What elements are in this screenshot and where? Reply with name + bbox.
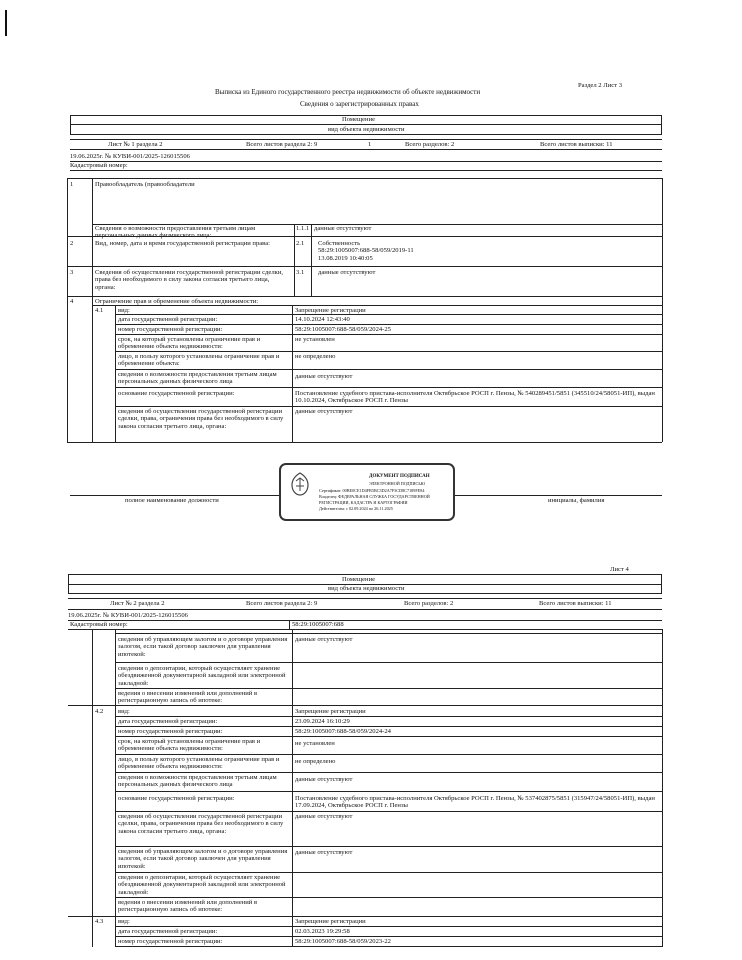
cont-depository-label: сведения о депозитарии, который осуществляет хранение обездвиженной документарной закладной или электронной закладной: (118, 665, 286, 687)
enc-4-1-basis-label: основание государственной регистрации: (118, 390, 235, 397)
sheet-index: 1 (368, 141, 372, 148)
extract-sheets-total: Всего листов выписки: 11 (540, 141, 613, 148)
right-registration-value: Собственность 58:29:1005007:688-58/059/2019-11 13.08.2019 10:40:05 (318, 240, 414, 262)
deal-without-consent-label: Сведения об осуществлении государственной регистрации сделки, права без необходимого в силу закона согласия третьего лица, органа: (95, 269, 284, 291)
cont-pledge-manager-value: данные отсутствуют (295, 636, 353, 643)
right-registration-label: Вид, номер, дата и время государственной регистрации права: (95, 240, 270, 247)
enc-4-2-type-label: вид: (118, 708, 130, 715)
enc-4-1-number-label: номер государственной регистрации: (118, 326, 223, 333)
object-type-label: вид объекта недвижимости (328, 126, 405, 133)
enc-4-1-term-label: срок, на который установлены ограничение прав и обременение объекта недвижимости: (118, 336, 261, 351)
footer-name-label: инициалы, фамилия (548, 497, 605, 504)
enc-4-2-depository-label: сведения о депозитарии, который осуществляет хранение обездвиженной документарной закладной или электронной закладной: (118, 874, 286, 896)
enc-4-3-type-label: вид: (118, 918, 130, 925)
cont-pledge-manager-label: сведения об управляющем залогом и о договоре управления залогом, если такой договор заключен для управления ипотекой: (118, 636, 288, 658)
encumbrance-4-2-number: 4.2 (95, 708, 104, 715)
sections-total-2: Всего разделов: 2 (404, 600, 454, 607)
scan-mark (5, 10, 7, 36)
enc-4-1-type-value: Запрещение регистрации (295, 307, 366, 314)
enc-4-2-term-value: не установлен (295, 740, 335, 747)
enc-4-3-type-value: Запрещение регистрации (295, 918, 366, 925)
enc-4-3-number-label: номер государственной регистрации: (118, 938, 223, 945)
enc-4-2-number-label: номер государственной регистрации: (118, 728, 223, 735)
enc-4-2-beneficiary-label: лицо, в пользу которого установлены ограничение прав и обременение объекта недвижимости: (118, 756, 280, 771)
enc-4-1-consent-value: данные отсутствуют (295, 408, 353, 415)
enc-4-1-date-label: дата государственной регистрации: (118, 316, 218, 323)
encumbrance-label: Ограничение прав и обременение объекта недвижимости: (95, 298, 259, 305)
document-subtitle: Сведения о зарегистрированных правах (300, 100, 419, 108)
enc-4-2-third-party-label: сведения о возможности предоставления третьим лицам персональных данных физического лица (118, 774, 277, 789)
deal-without-consent-value: данные отсутствуют (318, 269, 376, 276)
encumbrance-4-1-number: 4.1 (95, 307, 104, 314)
row-4-number: 4 (70, 298, 74, 305)
enc-4-2-date-value: 23.09.2024 16:10:29 (295, 718, 350, 725)
enc-4-1-third-party-value: данные отсутствуют (295, 373, 353, 380)
enc-4-1-consent-label: сведения об осуществлении государственной регистрации сделки, права, ограничения права без необходимого в силу закона согласия третьего лица, органа: (118, 408, 284, 430)
stamp-line-1: ДОКУМЕНТ ПОДПИСАН (369, 474, 430, 479)
row-3-number: 3 (70, 269, 74, 276)
enc-4-2-pledge-manager-value: данные отсутствуют (295, 849, 353, 856)
row-2-1-number: 2.1 (296, 240, 305, 247)
object-type: Помещение (342, 116, 376, 123)
enc-4-2-basis-value: Постановление судебного пристава-исполнителя Октябрьское РОСП г. Пензы, № 537402875/5851 (315947/24/58051-ИП), выдан 17.09.2024, Октябрьское РОСП г. Пензы (295, 795, 655, 810)
emblem-icon (289, 471, 311, 497)
enc-4-2-number-value: 58:29:1005007:688-58/059/2024-24 (295, 728, 391, 735)
request-reference: 19.06.2025г. № КУВИ-001/2025-126015506 (70, 153, 190, 160)
stamp-line-2: ЭЛЕКТРОННОЙ ПОДПИСЬЮ (369, 481, 426, 486)
enc-4-2-type-value: Запрещение регистрации (295, 708, 366, 715)
cadastral-number: 58:29:1005007:688 (292, 621, 344, 628)
object-type-2: Помещение (342, 576, 376, 583)
enc-4-1-third-party-label: сведения о возможности предоставления третьим лицам персональных данных физического лица (118, 371, 277, 386)
row-1-1-1-number: 1.1.1 (296, 225, 310, 232)
sections-total: Всего разделов: 2 (405, 141, 455, 148)
enc-4-2-consent-value: данные отсутствуют (295, 813, 353, 820)
section-sheets-total: Всего листов раздела 2: 9 (246, 141, 318, 148)
enc-4-2-date-label: дата государственной регистрации: (118, 718, 218, 725)
electronic-signature-stamp (279, 463, 455, 521)
stamp-line-3: Сертификат: 00ВЕ0CE1D4FB5BC3D2A7F3CD8C7189FE84 (319, 488, 425, 493)
row-2-number: 2 (70, 240, 74, 247)
document-title: Выписка из Единого государственного реестра недвижимости об объекте недвижимости (215, 88, 481, 96)
enc-4-2-third-party-value: данные отсутствуют (295, 776, 353, 783)
enc-4-2-consent-label: сведения об осуществлении государственной регистрации сделки, права, ограничения права без необходимого в силу закона согласия третьего лица, органа: (118, 813, 284, 835)
request-reference-2: 19.06.2025г. № КУВИ-001/2025-126015506 (68, 612, 188, 619)
encumbrance-4-3-number: 4.3 (95, 918, 104, 925)
third-party-data-label: Сведения о возможности предоставления третьим лицам персональных данных физического лица: (95, 225, 256, 240)
section-sheets-total-2: Всего листов раздела 2: 9 (246, 600, 318, 607)
row-3-1-number: 3.1 (296, 269, 305, 276)
enc-4-2-beneficiary-value: не определено (295, 758, 336, 765)
enc-4-1-beneficiary-value: не определено (295, 353, 336, 360)
enc-4-3-date-label: дата государственной регистрации: (118, 928, 218, 935)
extract-sheets-total-2: Всего листов выписки: 11 (539, 600, 612, 607)
enc-4-2-amendments-label: ведения о внесении изменений или дополнений в регистрационную запись об ипотеке: (118, 899, 258, 914)
enc-4-2-basis-label: основание государственной регистрации: (118, 795, 235, 802)
cont-amendments-label: ведения о внесении изменений или дополнений в регистрационную запись об ипотеке: (118, 690, 258, 705)
sheet-counter: Лист № 1 раздела 2 (108, 141, 163, 148)
footer-position-label: полное наименование должности (125, 497, 219, 504)
enc-4-1-basis-value: Постановление судебного пристава-исполнителя Октябрьское РОСП г. Пензы, № 540289451/5851 (345510/24/58051-ИП), выдан 10.10.2024, Октябрьское РОСП г. Пензы (295, 390, 655, 405)
enc-4-2-term-label: срок, на который установлены ограничение прав и обременение объекта недвижимости: (118, 738, 261, 753)
enc-4-1-type-label: вид: (118, 307, 130, 314)
row-1-number: 1 (70, 181, 74, 188)
enc-4-1-term-value: не установлен (295, 336, 335, 343)
cadastral-label-2: Кадастровый номер: (70, 621, 128, 628)
enc-4-2-pledge-manager-label: сведения об управляющем залогом и о договоре управления залогом, если такой договор заключен для управления ипотекой: (118, 848, 288, 870)
sheet-number: Раздел 2 Лист 3 (578, 82, 622, 89)
enc-4-1-number-value: 58:29:1005007:688-58/059/2024-25 (295, 326, 391, 333)
enc-4-3-date-value: 02.03.2023 19:29:58 (295, 928, 350, 935)
enc-4-1-beneficiary-label: лицо, в пользу которого установлены ограничение прав и обременение объекта: (118, 353, 280, 368)
third-party-data-value: данные отсутствуют (314, 225, 372, 232)
stamp-line-5: РЕГИСТРАЦИИ, КАДАСТРА И КАРТОГРАФИИ (319, 500, 408, 505)
rightholder-label: Правообладатель (правообладатели (95, 181, 195, 188)
enc-4-3-number-value: 58:29:1005007:688-58/059/2023-22 (295, 938, 391, 945)
cadastral-label: Кадастровый номер: (70, 162, 128, 169)
stamp-line-4: Владелец: ФЕДЕРАЛЬНАЯ СЛУЖБА ГОСУДАРСТВЕННОЙ (319, 494, 430, 499)
sheet-counter-2: Лист № 2 раздела 2 (110, 600, 165, 607)
object-type-label-2: вид объекта недвижимости (328, 585, 405, 592)
sheet-number-2: Лист 4 (610, 566, 629, 573)
stamp-line-6: Действителен: с 02.09.2024 по 26.11.2025 (319, 506, 393, 511)
enc-4-1-date-value: 14.10.2024 12:43:40 (295, 316, 350, 323)
